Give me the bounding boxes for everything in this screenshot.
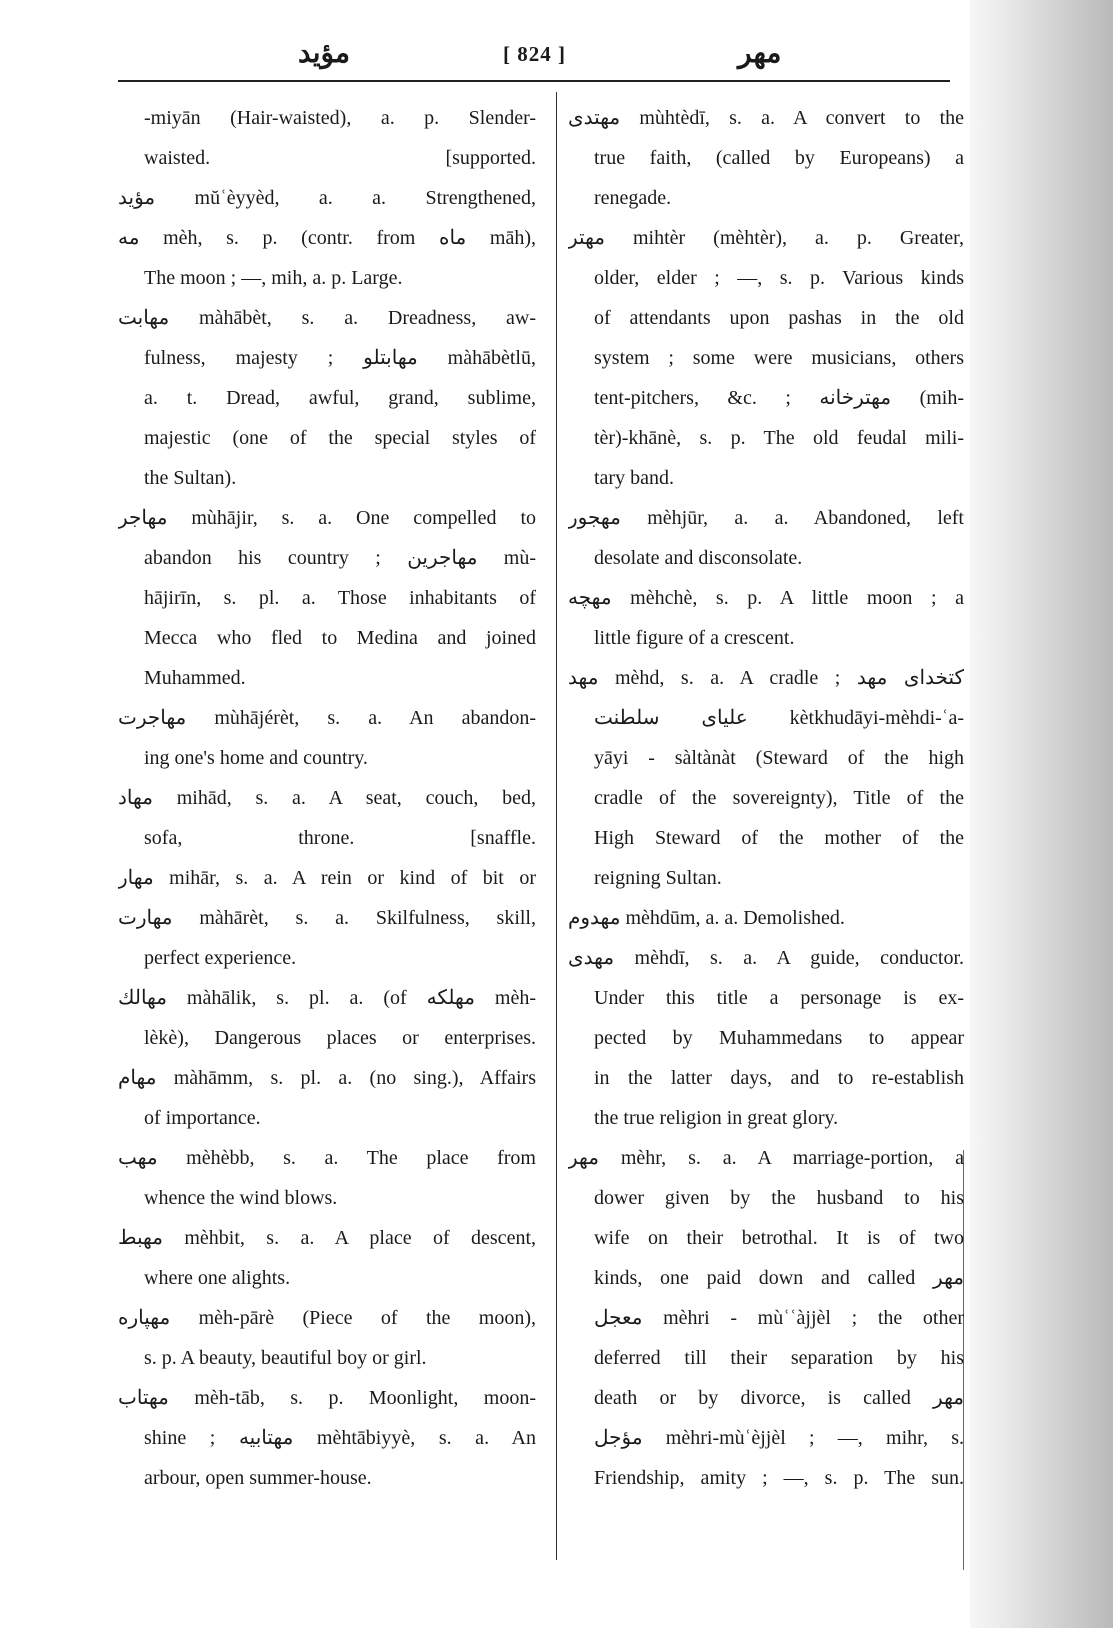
entry-line: -miyān (Hair-waisted), a. p. Slender- xyxy=(144,107,536,129)
entry-line: a. t. Dread, awful, grand, sublime, xyxy=(144,387,536,409)
right-headword: مهر xyxy=(738,38,782,69)
entry-line: مهتدى mùhtèdī, s. a. A convert to the xyxy=(568,107,964,129)
entry-line: مؤيد mŭʿèyyèd, a. a. Strengthened, xyxy=(118,187,536,209)
entry-line: of attendants upon pashas in the old xyxy=(594,307,964,329)
entry-line: system ; some were musicians, others xyxy=(594,347,964,369)
entry-line: deferred till their separation by his xyxy=(594,1347,964,1369)
entry-line: The moon ; —, mih, a. p. Large. xyxy=(144,267,403,289)
entry-line: lèkè), Dangerous places or enterprises. xyxy=(144,1027,536,1049)
entry-line: مهارت màhārèt, s. a. Skilfulness, skill, xyxy=(118,907,536,929)
entry-line: pected by Muhammedans to appear xyxy=(594,1027,964,1049)
entry-line: Under this title a personage is ex- xyxy=(594,987,964,1009)
entry-line: مهبط mèhbit, s. a. A place of descent, xyxy=(118,1227,536,1249)
entry-line: مهاد mihād, s. a. A seat, couch, bed, xyxy=(118,787,536,809)
entry-line: dower given by the husband to his xyxy=(594,1187,964,1209)
entry-line: hājirīn, s. pl. a. Those inhabitants of xyxy=(144,587,536,609)
entry-line: مؤجل mèhri-mùʿèjjèl ; —, mihr, s. xyxy=(594,1427,964,1449)
entry-line: مهب mèhèbb, s. a. The place from xyxy=(118,1147,536,1169)
entry-line: مهر mèhr, s. a. A marriage-portion, a xyxy=(568,1147,964,1169)
entry-line: desolate and disconsolate. xyxy=(594,547,803,569)
entry-line: مهچه mèhchè, s. p. A little moon ; a xyxy=(568,587,964,609)
entry-line: عليای سلطنت kètkhudāyi-mèhdi-ʿa- xyxy=(594,707,964,729)
entry-line: مهد mèhd, s. a. A cradle ; كتخداى مهد xyxy=(568,667,964,689)
entry-line: Mecca who fled to Medina and joined xyxy=(144,627,536,649)
entry-line: مهار mihār, s. a. A rein or kind of bit or xyxy=(118,867,536,889)
entry-line: whence the wind blows. xyxy=(144,1187,338,1209)
left-column xyxy=(118,98,536,1498)
entry-line: مهتاب mèh-tāb, s. p. Moonlight, moon- xyxy=(118,1387,536,1409)
entry-line: abandon his country ; مهاجرين mù- xyxy=(144,547,536,569)
entry-line: مهپاره mèh-pārè (Piece of the moon), xyxy=(118,1307,536,1329)
entry-line: of importance. xyxy=(144,1107,261,1129)
entry-line: in the latter days, and to re-establish xyxy=(594,1067,964,1089)
entry-line: High Steward of the mother of the xyxy=(594,827,964,849)
entry-line: مهاجرت mùhājérèt, s. a. An abandon- xyxy=(118,707,536,729)
entry-line: reigning Sultan. xyxy=(594,867,722,889)
entry-line: مهام màhāmm, s. pl. a. (no sing.), Affairs xyxy=(118,1067,536,1089)
entry-line: Muhammed. xyxy=(144,667,246,689)
right-column xyxy=(568,98,964,1498)
entry-line: مهتر mihtèr (mèhtèr), a. p. Greater, xyxy=(568,227,964,249)
column-divider xyxy=(556,92,557,1560)
entry-line: wife on their betrothal. It is of two xyxy=(594,1227,964,1249)
entry-line: where one alights. xyxy=(144,1267,291,1289)
header-rule xyxy=(118,80,950,82)
entry-line: shine ; مهتابيه mèhtābiyyè, s. a. An xyxy=(144,1427,536,1449)
entry-line: death or by divorce, is called مهر xyxy=(594,1387,964,1409)
entry-line: tent-pitchers, &c. ; مهترخانه (mih- xyxy=(594,387,964,409)
entry-line: fulness, majesty ; مهابتلو màhābètlū, xyxy=(144,347,536,369)
entry-line: true faith, (called by Europeans) a xyxy=(594,147,964,169)
entry-line: s. p. A beauty, beautiful boy or girl. xyxy=(144,1347,427,1369)
entry-line: tary band. xyxy=(594,467,674,489)
entry-line: مه mèh, s. p. (contr. from ماه māh), xyxy=(118,227,536,249)
entry-line: yāyi - sàltànàt (Steward of the high xyxy=(594,747,964,769)
entry-line: older, elder ; —, s. p. Various kinds xyxy=(594,267,964,289)
entry-line: little figure of a crescent. xyxy=(594,627,795,649)
page-header xyxy=(118,36,950,76)
entry-line: ing one's home and country. xyxy=(144,747,368,769)
entry-line: arbour, open summer-house. xyxy=(144,1467,372,1489)
entry-line: cradle of the sovereignty), Title of the xyxy=(594,787,964,809)
entry-line: معجل mèhri - mùʿʿàjjèl ; the other xyxy=(594,1307,964,1329)
entry-line: the true religion in great glory. xyxy=(594,1107,839,1129)
entry-line: مهدى mèhdī, s. a. A guide, conductor. xyxy=(568,947,964,969)
entry-line: مهاجر mùhājir, s. a. One compelled to xyxy=(118,507,536,529)
entry-line: waisted. [supported. xyxy=(144,147,536,169)
left-headword: مؤيد xyxy=(298,38,350,69)
entry-line: kinds, one paid down and called مهر xyxy=(594,1267,964,1289)
entry-line: مهدوم mèhdūm, a. a. Demolished. xyxy=(568,907,845,929)
entry-line: renegade. xyxy=(594,187,672,209)
entry-line: sofa, throne. [snaffle. xyxy=(144,827,536,849)
entry-line: perfect experience. xyxy=(144,947,297,969)
entry-line: majestic (one of the special styles of xyxy=(144,427,536,449)
entry-line: مهابت màhābèt, s. a. Dreadness, aw- xyxy=(118,307,536,329)
entry-line: the Sultan). xyxy=(144,467,237,489)
entry-line: مهجور mèhjūr, a. a. Abandoned, left xyxy=(568,507,964,529)
entry-line: Friendship, amity ; —, s. p. The sun. xyxy=(594,1467,964,1489)
entry-line: مهالك màhālik, s. pl. a. (of مهلكه mèh- xyxy=(118,987,536,1009)
page-number: [ 824 ] xyxy=(503,42,566,66)
page-edge-shadow xyxy=(948,0,1113,1628)
entry-line: tèr)-khānè, s. p. The old feudal mili- xyxy=(594,427,964,449)
